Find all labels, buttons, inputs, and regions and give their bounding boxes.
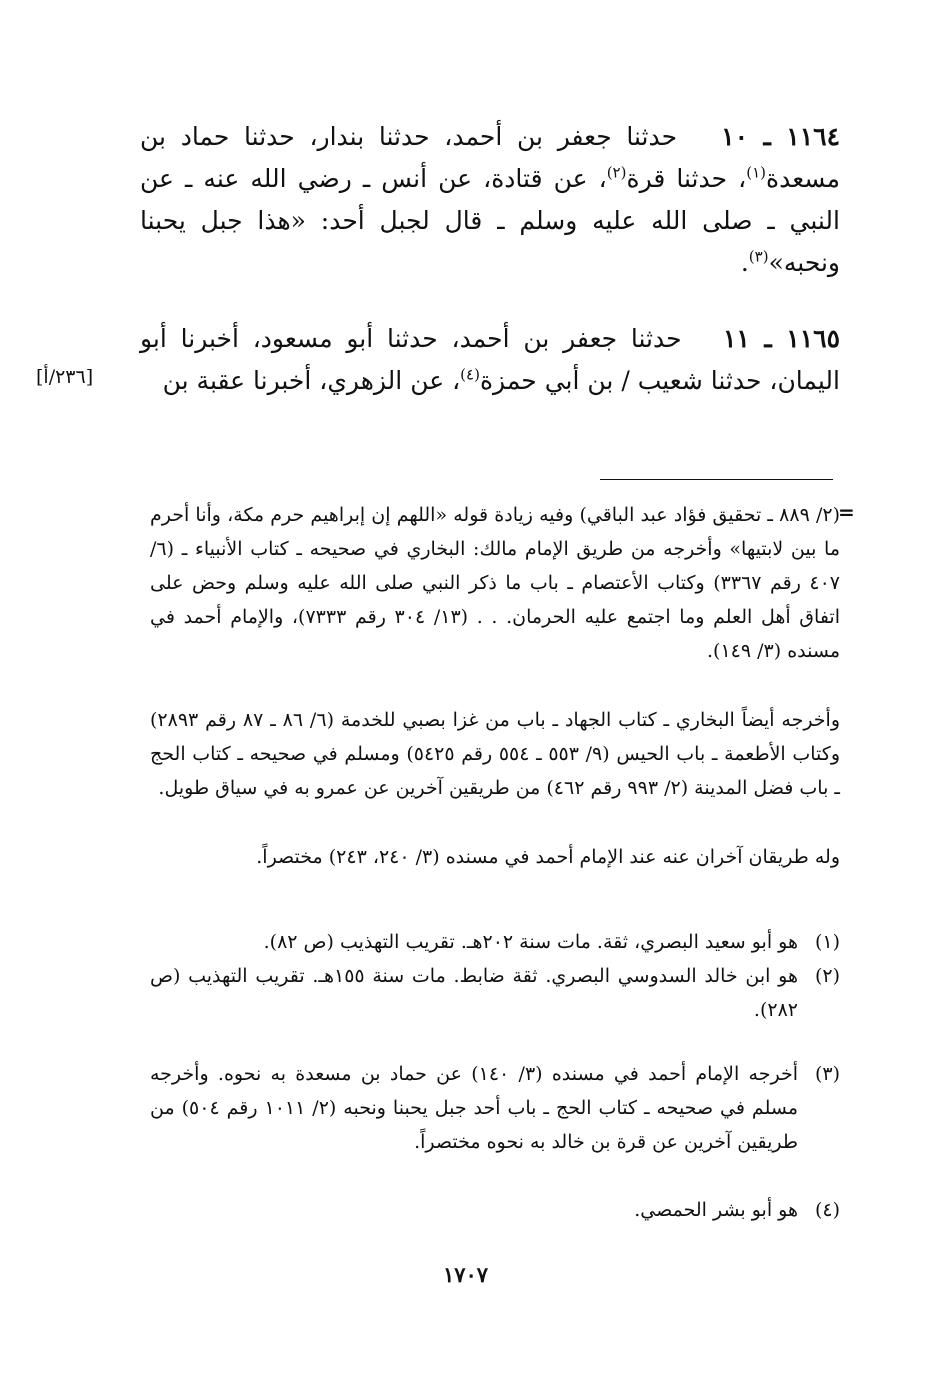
footnote-1 <box>150 925 840 959</box>
continuation-mark: = <box>838 500 855 524</box>
footnote-continuation-paragraph: وله طريقان آخران عنه عند الإمام أحمد في مسنده (٣/ ٢٤٠، ٢٤٣) مختصراً. <box>256 846 840 868</box>
footnote-continuation-paragraph: وأخرجه أيضاً البخاري ـ كتاب الجهاد ـ باب من غزا بصبي للخدمة (٦/ ٨٦ ـ ٨٧ رقم ٢٨٩٣) وكتاب الأطعمة ـ باب الحيس (٩/ ٥٥٣ ـ ٥٥٤ رقم ٥٤٢٥) ومسلم في صحيحه ـ كتاب الحج ـ باب فضل المدينة (٢/ ٩٩٣ رقم ٤٦٢) من طريقين آخرين عن عمرو به في سياق طويل. <box>150 709 841 799</box>
footnote-continuation-paragraph: (٢/ ٨٨٩ ـ تحقيق فؤاد عبد الباقي) وفيه زيادة قوله «اللهم إن إبراهيم حرم مكة، وأنا أحرم ما بين لابتيها» وأخرجه من طريق الإمام مالك: البخاري في صحيحه ـ كتاب الأنبياء ـ (٦/ ٤٠٧ رقم ٣٣٦٧) وكتاب الأعتصام ـ باب ما ذكر النبي صلى الله عليه وسلم وحض على اتفاق أهل العلم وما اجتمع عليه الحرمان. . . (١٣/ ٣٠٤ رقم ٧٣٣٣)، والإمام أحمد في مسنده (٣/ ١٤٩). <box>150 504 841 662</box>
footnote-3 <box>150 1057 840 1159</box>
footnote-ref: (٣) <box>748 247 769 266</box>
hadith-1164 <box>140 116 840 284</box>
hadith-1165 <box>140 318 840 402</box>
footnote-number: (٣) <box>814 1063 840 1085</box>
footnote-text: أخرجه الإمام أحمد في مسنده (٣/ ١٤٠) عن حماد بن مسعدة به نحوه. وأخرجه مسلم في صحيحه ـ كتاب الحج ـ باب أحد جبل يحبنا ونحبه (٢/ ١٠١١ رقم ٥٠٤) من طريقين آخرين عن قرة بن خالد به نحوه مختصراً. <box>150 1063 798 1153</box>
hadith-number: ١١٦٥ ـ ١١ <box>723 324 841 353</box>
footnote-number: (٤) <box>814 1199 840 1221</box>
hadith-text: حدثنا جعفر بن أحمد، حدثنا أبو مسعود، أخبرنا أبو اليمان، حدثنا شعيب / بن أبي حمزة <box>140 324 840 395</box>
hadith-text: ، عن الزهري، أخبرنا عقبة بن <box>162 366 461 395</box>
page-number: ١٧٠٧ <box>442 1262 489 1287</box>
footnote-ref: (١) <box>746 163 766 182</box>
hadith-text: ، عن قتادة، عن أنس ـ رضي الله عنه ـ عن النبي ـ صلى الله عليه وسلم ـ قال لجبل أحد: «هذا جبل يحبنا ونحبه» <box>140 164 840 277</box>
footnote-text: هو ابن خالد السدوسي البصري. ثقة ضابط. مات سنة ١٥٥هـ. تقريب التهذيب (ص ٢٨٢). <box>150 965 798 1021</box>
footnote-number: (٢) <box>814 965 840 987</box>
hadith-number: ١١٦٤ ـ ١٠ <box>721 122 840 151</box>
footnote-number: (١) <box>814 931 840 953</box>
hadith-text: ، حدثنا قرة <box>626 164 747 193</box>
footnote-4 <box>150 1193 840 1227</box>
manuscript-folio-reference: [٢٣٦/أ] <box>36 366 94 388</box>
footnote-text: هو أبو بشر الحمصي. <box>634 1199 798 1221</box>
hadith-text: . <box>740 248 749 277</box>
hadith-text: حدثنا جعفر بن أحمد، حدثنا بندار، حدثنا حماد بن مسعدة <box>140 122 840 193</box>
footnote-text: هو أبو سعيد البصري، ثقة. مات سنة ٢٠٢هـ. تقريب التهذيب (ص ٨٢). <box>263 931 798 953</box>
footnote-separator <box>600 479 833 480</box>
footnote-2 <box>150 959 840 1027</box>
footnote-ref: (٢) <box>606 163 627 182</box>
footnote-ref: (٤) <box>460 365 480 384</box>
